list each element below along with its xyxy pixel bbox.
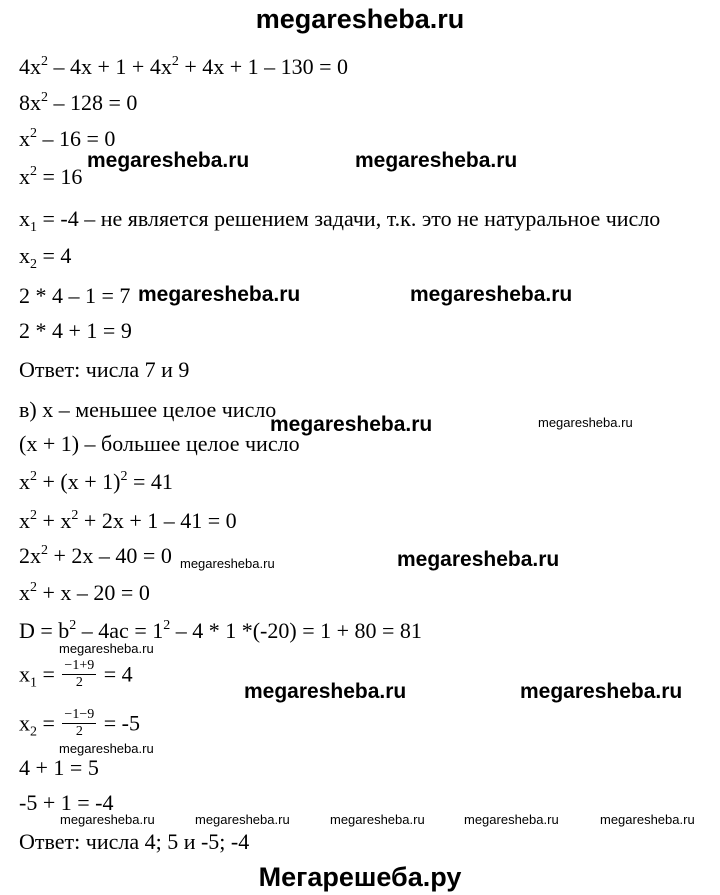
watermark: megaresheba.ru — [520, 680, 683, 703]
discriminant-line: $D = b^2 - 4ac = 1^2 - 4 * 1$ *(-20) = 1 + 80 = 81 — [19, 618, 422, 643]
watermark-small: megaresheba.ru — [59, 741, 154, 756]
watermark-small: megaresheba.ru — [330, 812, 425, 827]
watermark-small: megaresheba.ru — [600, 812, 695, 827]
fraction: $\frac{-1+9}{2}$ — [64, 658, 95, 690]
solution-line-10: (x + 1) – большее целое число — [19, 431, 300, 456]
watermark-small: megaresheba.ru — [464, 812, 559, 827]
solution-line-15: 4 + 1 = 5 — [19, 755, 99, 780]
watermark-small: megaresheba.ru — [59, 641, 154, 656]
solution-line-16: -5 + 1 = -4 — [19, 790, 114, 815]
solution-line-3: $x^2 - 16 = 0$ — [19, 126, 116, 151]
solution-line-2: $8x^2 - 128 = 0$ — [19, 90, 138, 115]
solution-line-7: 2 * 4 – 1 = 7 — [19, 283, 131, 308]
watermark: megaresheba.ru — [244, 680, 407, 703]
watermark-small: megaresheba.ru — [195, 812, 290, 827]
watermark: megaresheba.ru — [87, 149, 250, 172]
watermark: megaresheba.ru — [410, 283, 573, 306]
solution-line-9: в) x – меньшее целое число — [19, 397, 277, 422]
root-line-1: $x_1$ = $\frac{-1+9}{2}$ = 4 — [19, 658, 133, 691]
site-footer[interactable]: Мегарешеба.ру — [258, 862, 462, 892]
answer-line-1: Ответ: числа 7 и 9 — [19, 357, 190, 382]
solution-line-14: $x^2 + x - 20 = 0$ — [19, 580, 150, 605]
watermark: megaresheba.ru — [270, 413, 433, 436]
watermark: megaresheba.ru — [397, 548, 560, 571]
watermark: megaresheba.ru — [138, 283, 301, 306]
watermark-small: megaresheba.ru — [538, 415, 633, 430]
solution-line-4: $x^2 = 16$ — [19, 164, 83, 189]
solution-line-11: $x^2 + (x + 1)^2 = 41$ — [19, 469, 173, 494]
fraction: $\frac{-1-9}{2}$ — [64, 707, 95, 739]
site-header[interactable]: megaresheba.ru — [255, 4, 465, 34]
watermark-small: megaresheba.ru — [60, 812, 155, 827]
solution-line-13: $2x^2 + 2x - 40 = 0$ — [19, 543, 172, 568]
watermark-small: megaresheba.ru — [180, 556, 275, 571]
solution-line-8: 2 * 4 + 1 = 9 — [19, 318, 132, 343]
solution-line-6: $x_2 = 4$ — [19, 243, 72, 272]
root-line-2: $x_2$ = $\frac{-1-9}{2}$ = -5 — [19, 707, 140, 740]
solution-line-12: $x^2 + x^2 + 2x + 1 - 41 = 0$ — [19, 508, 237, 533]
answer-line-2: Ответ: числа 4; 5 и -5; -4 — [19, 829, 250, 854]
solution-line-1: $4x^2 - 4x + 1 + 4x^2 + 4x + 1 - 130 = 0$ — [19, 54, 349, 79]
watermark: megaresheba.ru — [355, 149, 518, 172]
solution-line-5: $x_1 = -4$ – не является решением задачи, т.к. это не натуральное число — [19, 206, 661, 235]
